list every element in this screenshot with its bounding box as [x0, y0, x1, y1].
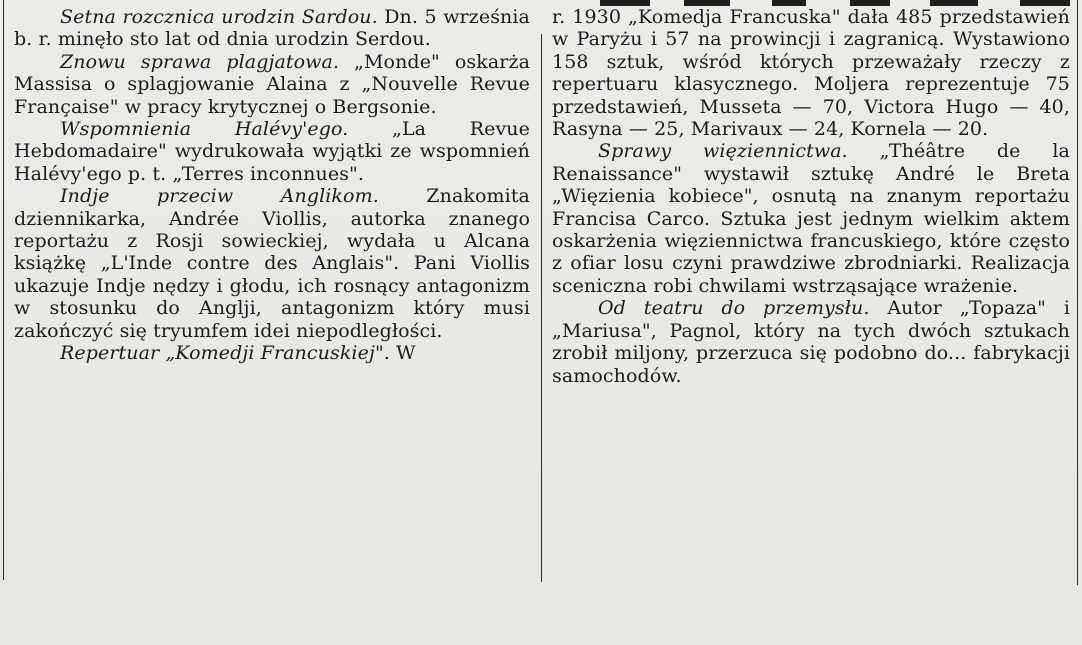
article-sardou	[14, 6, 530, 51]
article-repertoire-continuation: r. 1930 „Komedja Francuska" dała 485 przedstawień w Paryżu i 57 na prowincji i zagranicą. Wystawiono 158 sztuk, wśród których przeważały rzeczy z repertuaru klasycznego. Moljera reprezentuje 75 przedstawień, Musseta — 70, Victora Hugo — 40, Rasyna — 25, Marivaux — 24, Kornela — 20.	[552, 6, 1070, 141]
article-heading: Indje przeciw Anglikom.	[60, 185, 379, 208]
article-heading: Setna rozcznica urodzin Sardou.	[60, 6, 378, 28]
article-text: Dn. 5 września b. r. minęło sto lat od dnia urodzin Serdou.	[14, 6, 530, 51]
article-heading: Sprawy więziennictwa.	[598, 140, 848, 163]
article-text: „La Revue Hebdomadaire" wydrukowała wyjątki ze wspomnień Halévy'ego p. t. „Terres inconnues".	[14, 118, 530, 185]
article-text: Autor „Topaza" i „Mariusa", Pagnol, który na tych dwóch sztukach zrobił miljony, przerzuca się podobno do... fabrykacji samochodów.	[552, 297, 1070, 387]
article-prisons	[552, 140, 1070, 297]
left-column	[14, 6, 530, 365]
article-text: W	[389, 342, 416, 365]
article-india	[14, 185, 530, 342]
column-divider	[541, 34, 542, 582]
right-column	[552, 6, 1070, 387]
article-halevy	[14, 118, 530, 185]
article-heading: Od teatru do przemysłu.	[598, 297, 870, 320]
article-repertoire	[14, 342, 530, 364]
article-plagiarism	[14, 51, 530, 118]
article-text: „Monde" oskarża Massisa o splagjowanie Alaina z „Nouvelle Revue Française" w pracy krytycznej o Bergsonie.	[14, 50, 530, 118]
article-heading: Znowu sprawa plagjatowa.	[60, 50, 340, 73]
article-text: Znakomita dziennikarka, Andrée Viollis, autorka znanego reportażu z Rosji sowieckiej, wydała u Alcana książkę „L'Inde contre des Anglais". Pani Viollis ukazuje Indje nędzy i głodu, ich rosnący antagonizm w stosunku do Anglji, antagonizm który musi zakończyć się tryumfem idei niepodległości.	[14, 185, 530, 342]
article-pagnol	[552, 297, 1070, 387]
article-heading: Repertuar „Komedji Francuskiej".	[60, 342, 390, 365]
left-column-rule	[3, 0, 4, 580]
article-heading: Wspomnienia Halévy'ego.	[60, 118, 349, 141]
right-column-rule	[1077, 0, 1078, 585]
article-text: „Théâtre de la Renaissance" wystawił sztukę André le Breta „Więzienia kobiece", osnutą na znanym reportażu Francisa Carco. Sztuka jest jednym wielkim aktem oskarżenia więziennictwa francuskiego, które często z ofiar losu czyni prawdziwe zbrodniarki. Realizacja sceniczna robi chwilami wstrząsające wrażenie.	[552, 140, 1070, 297]
